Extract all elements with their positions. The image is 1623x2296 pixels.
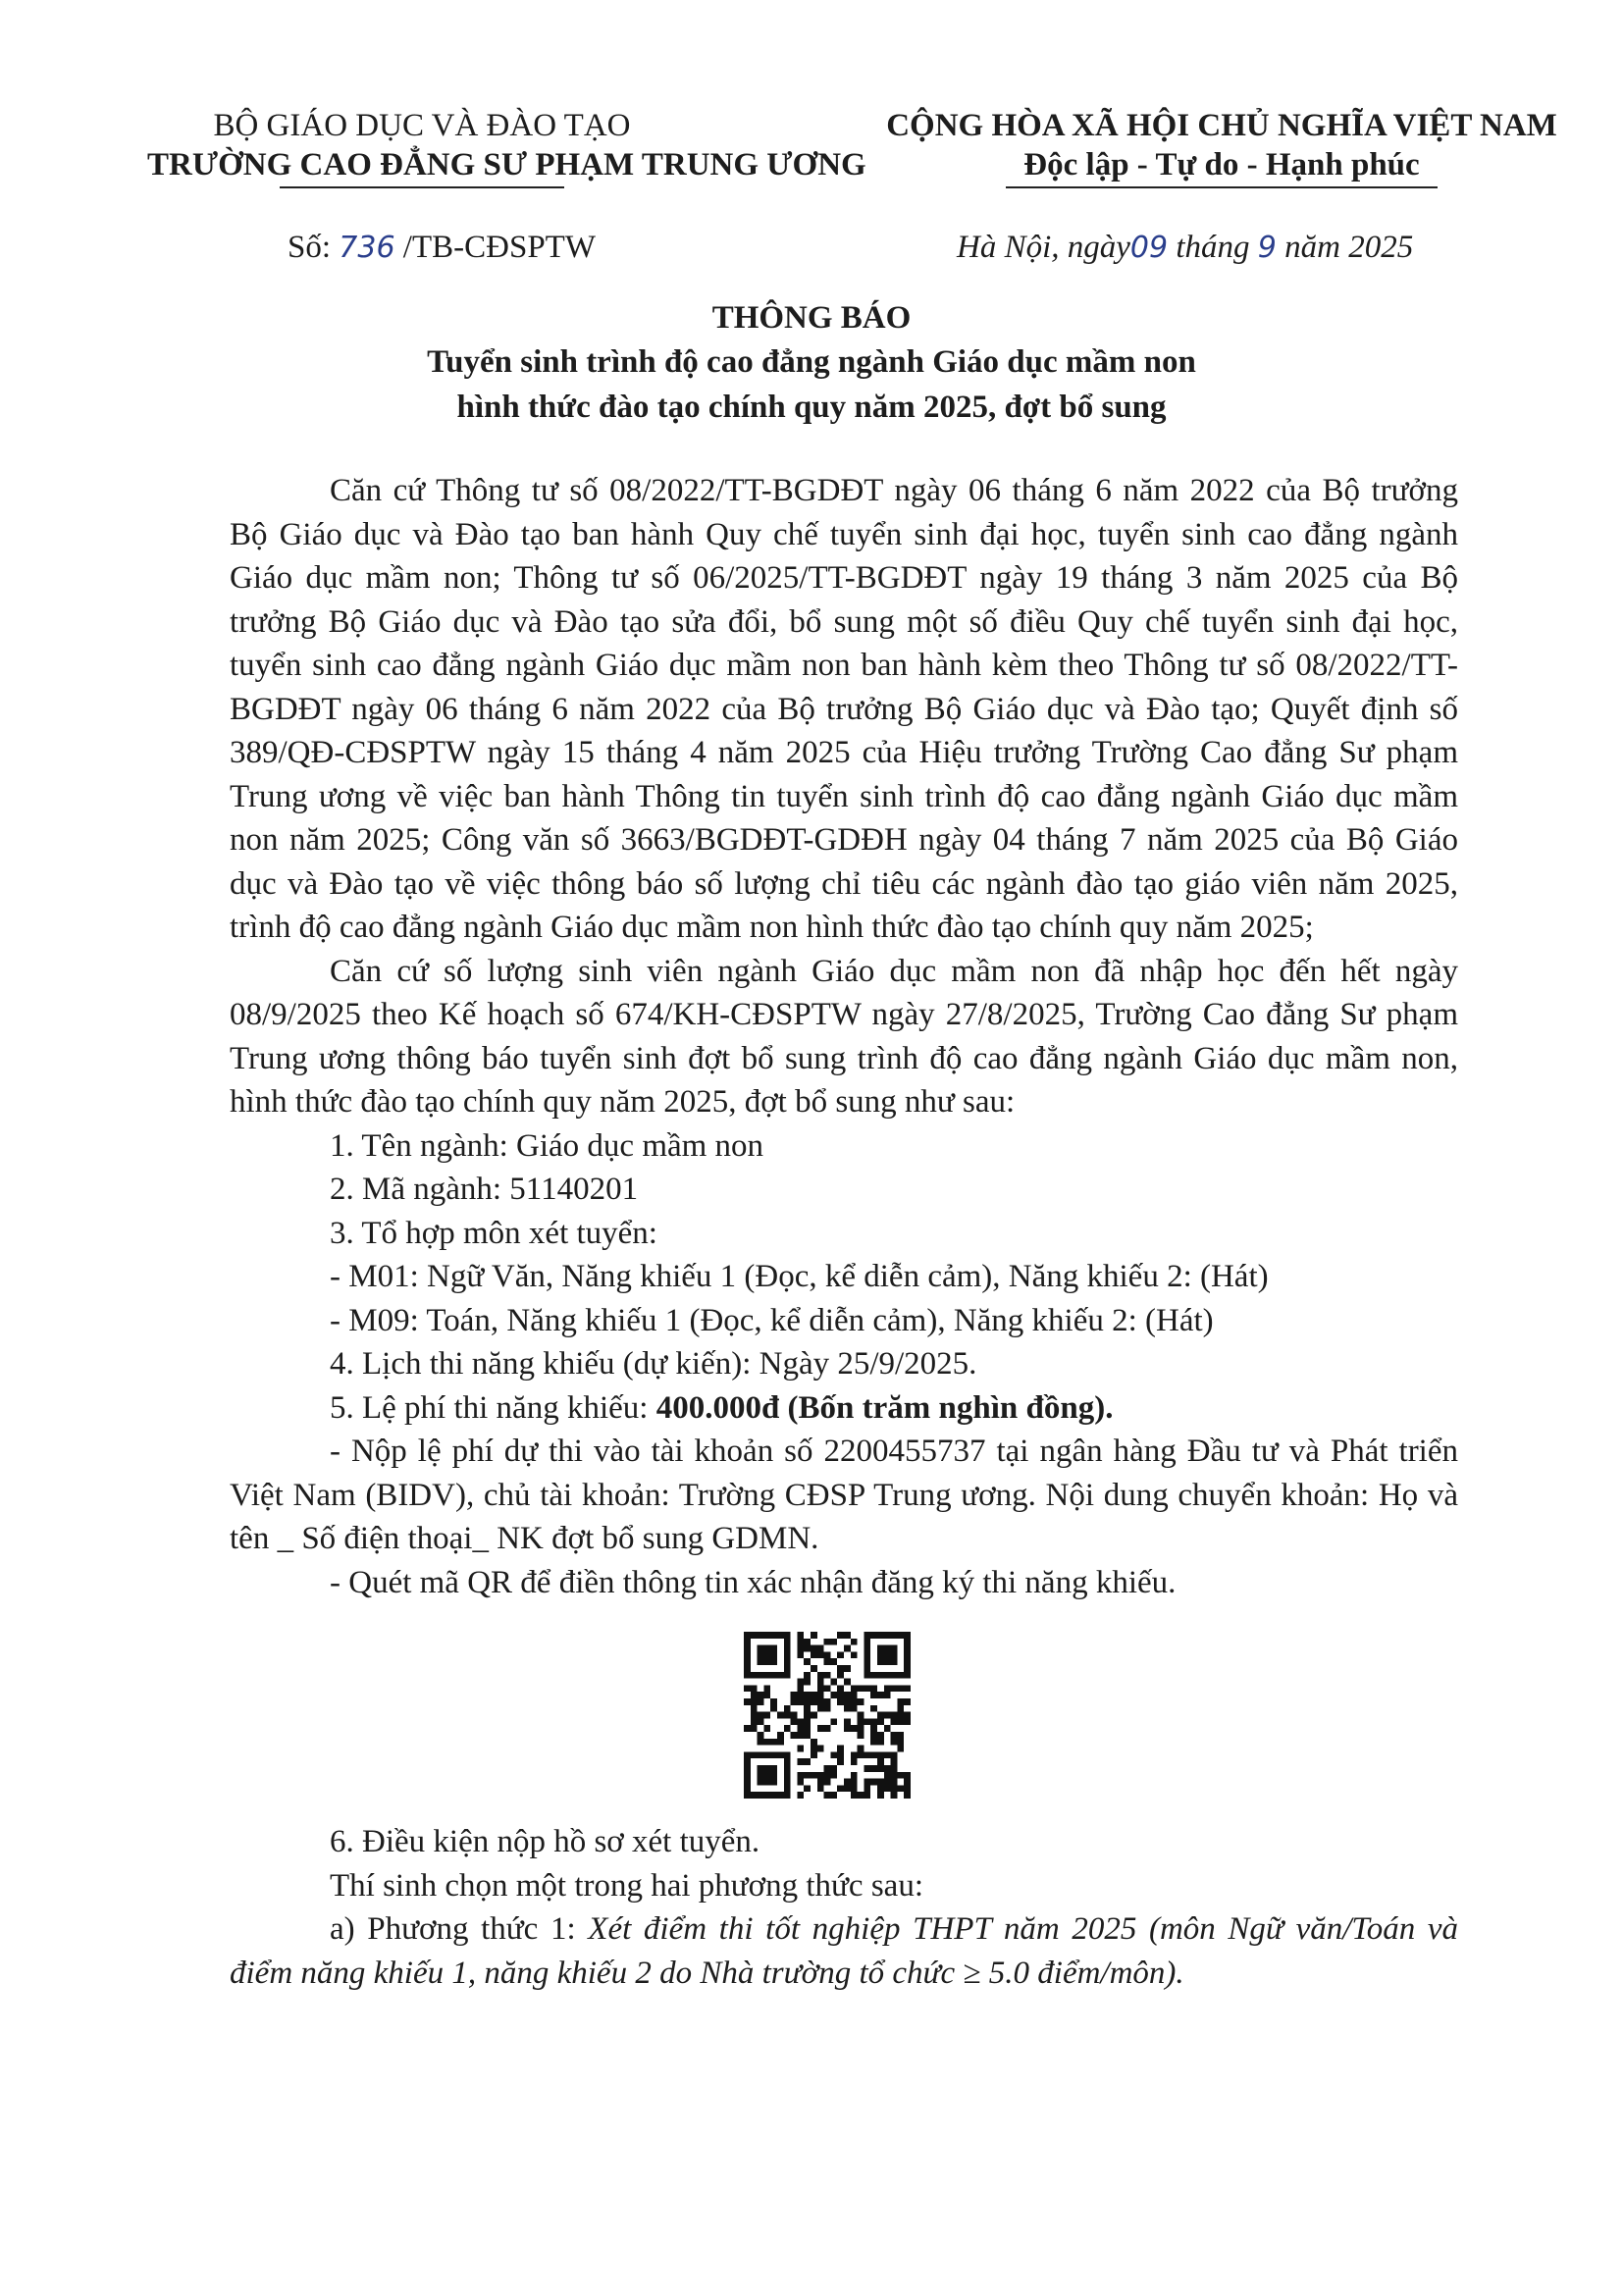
item-methods-intro: Thí sinh chọn một trong hai phương thức sau:	[330, 1867, 923, 1904]
national-motto: Độc lập - Tự do - Hạnh phúc	[1023, 147, 1420, 183]
ministry-name: BỘ GIÁO DỤC VÀ ĐÀO TẠO	[213, 108, 631, 143]
item-exam-fee	[230, 1386, 1458, 1431]
document-number-prefix: Số:	[288, 230, 332, 265]
item-major-name: 1. Tên ngành: Giáo dục mầm non	[330, 1127, 764, 1164]
item-qr-note: - Quét mã QR để điền thông tin xác nhận đăng ký thi năng khiếu.	[330, 1564, 1177, 1600]
document-number-suffix: /TB-CĐSPTW	[402, 230, 596, 265]
header-left-rule	[280, 186, 564, 188]
document-number	[288, 228, 596, 268]
header-right-rule	[1006, 186, 1438, 188]
paragraph-legal-basis: Căn cứ Thông tư số 08/2022/TT-BGDĐT ngày 06 tháng 6 năm 2022 của Bộ trưởng Bộ Giáo dục và Đào tạo ban hành Quy chế tuyển sinh đại học, tuyển sinh cao đẳng ngành Giáo dục mầm non; Thông tư số 06/2025/TT-BGDĐT ngày 19 tháng 3 năm 2025 của Bộ trưởng Bộ Giáo dục và Đào tạo sửa đổi, bổ sung một số điều Quy chế tuyển sinh đại học, tuyển sinh cao đẳng ngành Giáo dục mầm non ban hành kèm theo Thông tư số 08/2022/TT-BGDĐT ngày 06 tháng 6 năm 2022 của Bộ trưởng Bộ Giáo dục và Đào tạo; Quyết định số 389/QĐ-CĐSPTW ngày 15 tháng 4 năm 2025 của Hiệu trưởng Trường Cao đẳng Sư phạm Trung ương về việc ban hành Thông tin tuyển sinh trình độ cao đẳng ngành Giáo dục mầm non năm 2025; Công văn số 3663/BGDĐT-GDĐH ngày 04 tháng 7 năm 2025 của Bộ Giáo dục và Đào tạo về việc thông báo số lượng chỉ tiêu các ngành đào tạo giáo viên năm 2025, trình độ cao đẳng ngành Giáo dục mầm non hình thức đào tạo chính quy năm 2025;	[230, 473, 1458, 945]
item-exam-schedule: 4. Lịch thi năng khiếu (dự kiến): Ngày 25/9/2025.	[330, 1346, 977, 1382]
item-combination-m09: - M09: Toán, Năng khiếu 1 (Đọc, kể diễn cảm), Năng khiếu 2: (Hát)	[330, 1302, 1214, 1338]
method-1-label: a) Phương thức 1:	[330, 1911, 589, 1947]
document-date	[957, 228, 1413, 268]
date-year: năm 2025	[1284, 230, 1414, 265]
document-number-handwritten: 736	[339, 231, 395, 265]
qr-code-icon[interactable]	[744, 1632, 911, 1799]
method-1-text: Xét điểm thi tốt nghiệp THPT năm 2025 (môn Ngữ văn/Toán và điểm năng khiếu 1, năng khiếu 2 do Nhà trường tổ chức ≥ 5.0 điểm/môn).	[230, 1911, 1459, 1991]
school-name: TRƯỜNG CAO ĐẲNG SƯ PHẠM TRUNG ƯƠNG	[147, 147, 866, 183]
item-combination-m01: - M01: Ngữ Văn, Năng khiếu 1 (Đọc, kể diễn cảm), Năng khiếu 2: (Hát)	[330, 1259, 1269, 1294]
country-name: CỘNG HÒA XÃ HỘI CHỦ NGHĨA VIỆT NAM	[886, 108, 1557, 143]
date-month-label: tháng	[1176, 230, 1250, 265]
item-application-conditions: 6. Điều kiện nộp hồ sơ xét tuyển.	[330, 1824, 760, 1859]
item-major-code: 2. Mã ngành: 51140201	[330, 1172, 639, 1207]
paragraph-method-1	[230, 1907, 1458, 1995]
document-body	[230, 469, 1458, 1995]
header-left	[147, 106, 866, 188]
date-month-handwritten: 9	[1257, 231, 1277, 265]
date-place: Hà Nội, ngày	[957, 230, 1130, 265]
exam-fee-value: 400.000đ (Bốn trăm nghìn đồng).	[655, 1389, 1114, 1426]
qr-section	[196, 1604, 1458, 1820]
header-right	[883, 106, 1560, 188]
exam-fee-label: 5. Lệ phí thi năng khiếu:	[330, 1389, 656, 1426]
item-subject-combination: 3. Tổ hợp môn xét tuyển:	[330, 1215, 657, 1251]
title-main: THÔNG BÁO	[711, 300, 912, 336]
title-line-1: Tuyển sinh trình độ cao đẳng ngành Giáo dục mầm non	[427, 344, 1196, 380]
date-day-handwritten: 09	[1129, 231, 1169, 265]
paragraph-payment: - Nộp lệ phí dự thi vào tài khoản số 2200455737 tại ngân hàng Đầu tư và Phát triển Việt Nam (BIDV), chủ tài khoản: Trường CĐSP Trung ương. Nội dung chuyển khoản: Họ và tên _ Số điện thoại_ NK đợt bổ sung GDMN.	[230, 1434, 1458, 1556]
title-line-2: hình thức đào tạo chính quy năm 2025, đợt bổ sung	[456, 390, 1167, 425]
paragraph-announcement: Căn cứ số lượng sinh viên ngành Giáo dục mầm non đã nhập học đến hết ngày 08/9/2025 theo Kế hoạch số 674/KH-CĐSPTW ngày 27/8/2025, Trường Cao đẳng Sư phạm Trung ương thông báo tuyển sinh đợt bổ sung trình độ cao đẳng ngành Giáo dục mầm non, hình thức đào tạo chính quy năm 2025, đợt bổ sung như sau:	[230, 953, 1458, 1120]
document-title	[147, 296, 1476, 430]
